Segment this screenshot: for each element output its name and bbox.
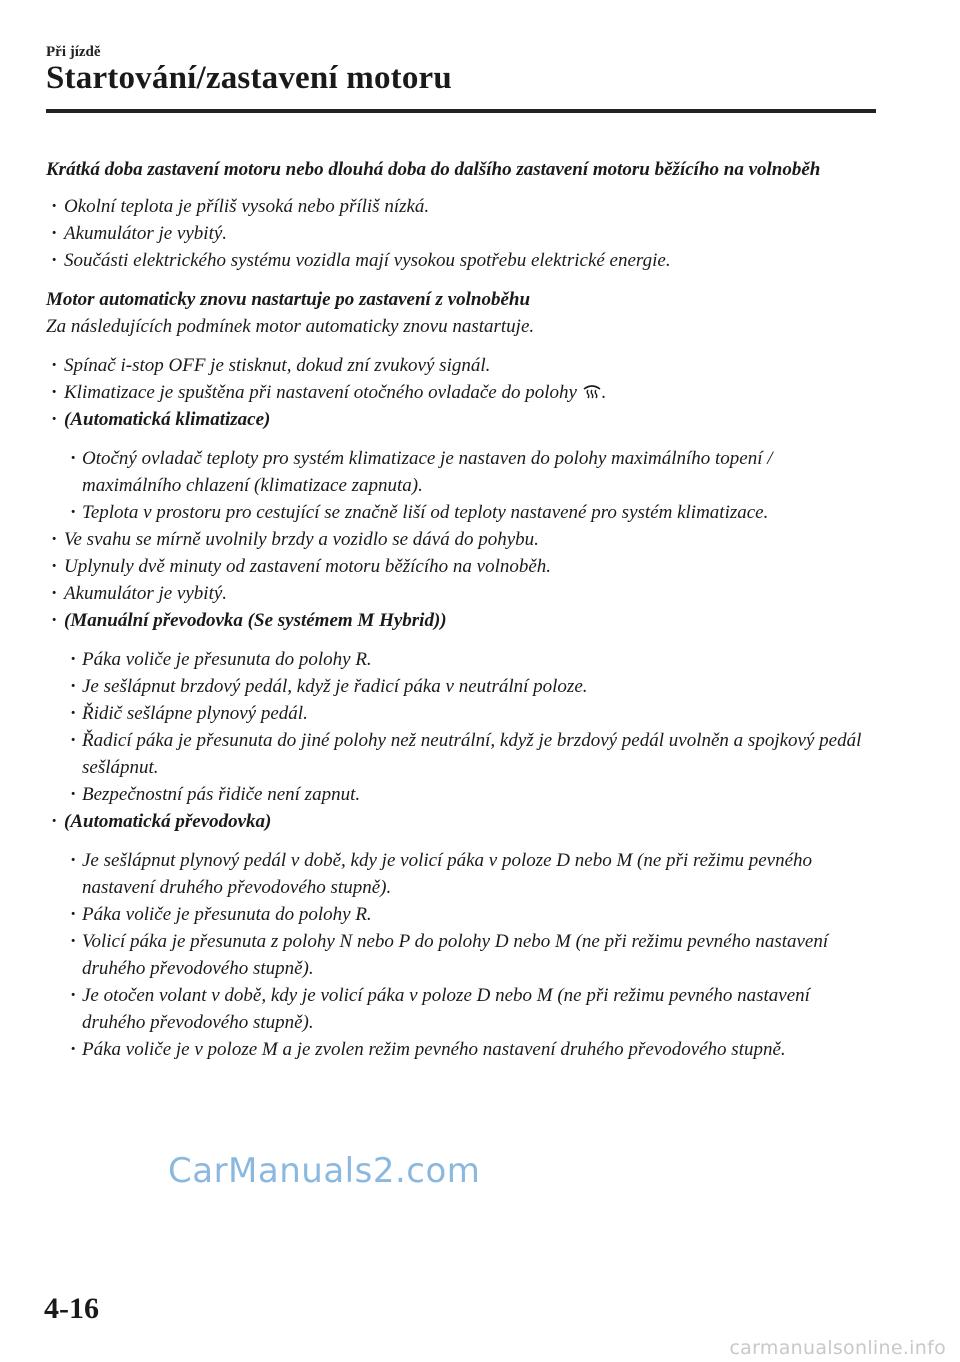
list-item: · Akumulátor je vybitý. bbox=[46, 220, 876, 247]
list-item: · Otočný ovladač teploty pro systém klimatizace je nastaven do polohy maximálního topení / maximálního chlazení (klimatizace zapnuta). bbox=[46, 445, 876, 499]
list-item: · Uplynuly dvě minuty od zastavení motoru běžícího na volnoběh. bbox=[46, 553, 876, 580]
restart-intro: Za následujících podmínek motor automaticky znovu nastartuje. bbox=[46, 316, 535, 337]
page-title: Startování/zastavení motoru bbox=[46, 60, 452, 96]
list-item: · Je sešlápnut brzdový pedál, když je řadicí páka v neutrální poloze. bbox=[46, 673, 876, 700]
list-item: · Akumulátor je vybitý. bbox=[46, 580, 876, 607]
section-heading-short-stop: Krátká doba zastavení motoru nebo dlouhá doba do dalšího zastavení motoru běžícího na volnoběh bbox=[46, 159, 821, 180]
list-item: · Spínač i-stop OFF je stisknut, dokud zní zvukový signál. bbox=[46, 352, 876, 379]
auto-climate-list bbox=[46, 445, 876, 526]
list-item: · Páka voliče je v poloze M a je zvolen režim pevného nastavení druhého převodového stupně. bbox=[46, 1036, 876, 1063]
group-title: (Automatická klimatizace) bbox=[64, 409, 271, 430]
short-stop-list bbox=[46, 193, 876, 274]
restart-list bbox=[46, 352, 876, 1063]
group-title: (Automatická převodovka) bbox=[64, 811, 272, 832]
list-item-automatic bbox=[46, 808, 876, 1063]
list-item-end: . bbox=[601, 382, 607, 403]
title-rule bbox=[46, 109, 876, 113]
group-title: (Manuální převodovka (Se systémem M Hybrid)) bbox=[64, 610, 447, 631]
page-number: 4-16 bbox=[44, 1292, 99, 1325]
manual-list bbox=[46, 646, 876, 808]
list-item bbox=[46, 379, 876, 406]
list-item: · Je sešlápnut plynový pedál v době, kdy je volicí páka v poloze D nebo M (ne při režimu pevného nastavení druhého převodového stupně). bbox=[46, 847, 876, 901]
automatic-list bbox=[46, 847, 876, 1063]
list-item: · Součásti elektrického systému vozidla mají vysokou spotřebu elektrické energie. bbox=[46, 247, 876, 274]
list-item: · Bezpečnostní pás řidiče není zapnut. bbox=[46, 781, 876, 808]
section-heading-restart: Motor automaticky znovu nastartuje po zastavení z volnoběhu bbox=[46, 289, 531, 310]
list-item-auto-climate bbox=[46, 406, 876, 526]
list-item: · Páka voliče je přesunuta do polohy R. bbox=[46, 901, 876, 928]
windshield-defroster-icon bbox=[582, 381, 602, 399]
list-item: · Ve svahu se mírně uvolnily brzdy a vozidlo se dává do pohybu. bbox=[46, 526, 876, 553]
footer-watermark: carmanualsonline.info bbox=[729, 1337, 946, 1359]
list-item: · Teplota v prostoru pro cestující se značně liší od teploty nastavené pro systém klimatizace. bbox=[46, 499, 876, 526]
carmanuals-watermark: CarManuals2.com bbox=[168, 1151, 481, 1191]
list-item: · Řidič sešlápne plynový pedál. bbox=[46, 700, 876, 727]
list-item-text: Klimatizace je spuštěna při nastavení otočného ovladače do polohy bbox=[64, 382, 577, 403]
section-label: Při jízdě bbox=[46, 44, 101, 60]
list-item: · Okolní teplota je příliš vysoká nebo příliš nízká. bbox=[46, 193, 876, 220]
list-item: · Je otočen volant v době, kdy je volicí páka v poloze D nebo M (ne při režimu pevného nastavení druhého převodového stupně). bbox=[46, 982, 876, 1036]
list-item: · Řadicí páka je přesunuta do jiné polohy než neutrální, když je brzdový pedál uvolněn a spojkový pedál sešlápnut. bbox=[46, 727, 876, 781]
page-content bbox=[46, 156, 876, 1063]
list-item: · Volicí páka je přesunuta z polohy N nebo P do polohy D nebo M (ne při režimu pevného nastavení druhého převodového stupně). bbox=[46, 928, 876, 982]
list-item: · Páka voliče je přesunuta do polohy R. bbox=[46, 646, 876, 673]
list-item-manual bbox=[46, 607, 876, 808]
